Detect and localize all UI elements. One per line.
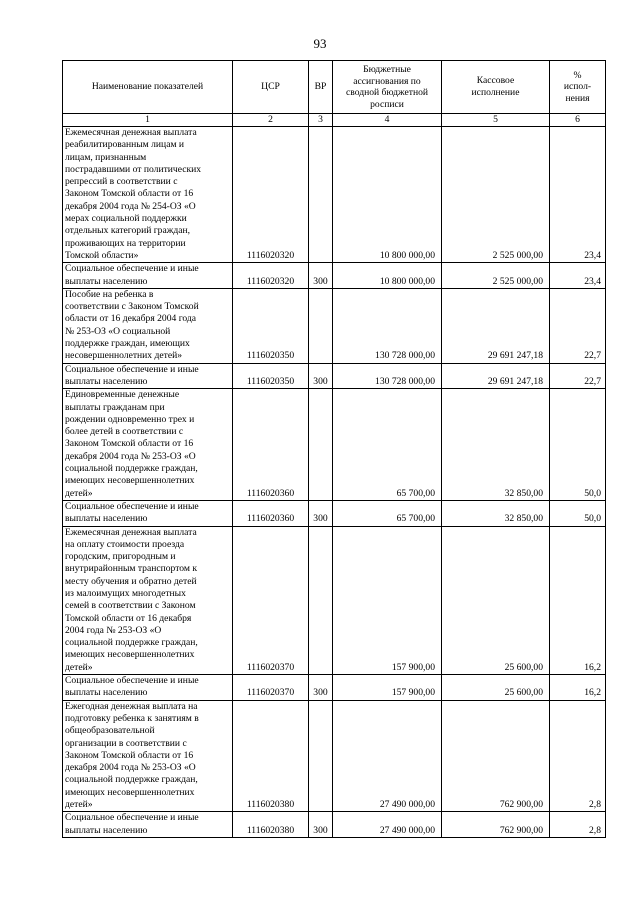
- csr-code: 1116020350: [233, 363, 309, 389]
- vr-code: [309, 389, 333, 501]
- csr-code: 1116020360: [233, 500, 309, 526]
- table-body: [63, 127, 606, 838]
- execution-amount: 2 525 000,00: [442, 127, 550, 263]
- execution-percent: 22,7: [550, 363, 606, 389]
- header-budget: Бюджетные ассигнования по сводной бюджетной росписи: [333, 61, 442, 114]
- csr-code: 1116020370: [233, 526, 309, 675]
- execution-amount: 29 691 247,18: [442, 288, 550, 363]
- csr-code: 1116020350: [233, 288, 309, 363]
- execution-amount: 762 900,00: [442, 700, 550, 812]
- column-number: 3: [309, 114, 333, 127]
- execution-percent: 23,4: [550, 263, 606, 289]
- csr-code: 1116020320: [233, 127, 309, 263]
- table-row: [63, 700, 606, 812]
- execution-percent: 23,4: [550, 127, 606, 263]
- column-number: 4: [333, 114, 442, 127]
- budget-amount: 65 700,00: [333, 500, 442, 526]
- table-row: [63, 526, 606, 675]
- indicator-name: Ежемесячная денежная выплата на оплату стоимости проезда городским, пригородным и внутрирайонным транспортом к месту обучения и обратно детей из малоимущих многодетных семей в соответствии с Законом Томской области от 16 декабря 2004 года № 253-ОЗ «О социальной поддержке граждан, имеющих несовершеннолетних детей»: [63, 526, 233, 675]
- vr-code: [309, 288, 333, 363]
- table-row: [63, 363, 606, 389]
- table-header-row: [63, 61, 606, 114]
- budget-amount: 27 490 000,00: [333, 700, 442, 812]
- header-name: Наименование показателей: [63, 61, 233, 114]
- indicator-name: Социальное обеспечение и иные выплаты населению: [63, 500, 233, 526]
- budget-amount: 27 490 000,00: [333, 812, 442, 838]
- vr-code: 300: [309, 812, 333, 838]
- column-number: 1: [63, 114, 233, 127]
- budget-execution-table: [62, 60, 606, 838]
- execution-amount: 762 900,00: [442, 812, 550, 838]
- vr-code: 300: [309, 263, 333, 289]
- execution-amount: 32 850,00: [442, 500, 550, 526]
- indicator-name: Пособие на ребенка в соответствии с Законом Томской области от 16 декабря 2004 года № 253-ОЗ «О социальной поддержке граждан, имеющих несовершеннолетних детей»: [63, 288, 233, 363]
- indicator-name: Единовременные денежные выплаты гражданам при рождении одновременно трех и более детей в соответствии с Законом Томской области от 16 декабря 2004 года № 253-ОЗ «О социальной поддержке граждан, имеющих несовершеннолетних детей»: [63, 389, 233, 501]
- indicator-name: Социальное обеспечение и иные выплаты населению: [63, 363, 233, 389]
- budget-amount: 130 728 000,00: [333, 288, 442, 363]
- page-number: 93: [313, 36, 327, 51]
- csr-code: 1116020380: [233, 812, 309, 838]
- csr-code: 1116020380: [233, 700, 309, 812]
- table-row: [63, 500, 606, 526]
- execution-percent: 50,0: [550, 389, 606, 501]
- execution-percent: 16,2: [550, 526, 606, 675]
- header-execution: Кассовое исполнение: [442, 61, 550, 114]
- indicator-name: Социальное обеспечение и иные выплаты населению: [63, 263, 233, 289]
- csr-code: 1116020320: [233, 263, 309, 289]
- execution-percent: 2,8: [550, 700, 606, 812]
- vr-code: 300: [309, 363, 333, 389]
- header-vr: ВР: [309, 61, 333, 114]
- table-row: [63, 288, 606, 363]
- execution-percent: 50,0: [550, 500, 606, 526]
- budget-amount: 65 700,00: [333, 389, 442, 501]
- budget-amount: 130 728 000,00: [333, 363, 442, 389]
- indicator-name: Ежемесячная денежная выплата реабилитированным лицам и лицам, признанным пострадавшими от политических репрессий в соответствии с Законом Томской области от 16 декабря 2004 года № 254-ОЗ «О мерах социальной поддержки отдельных категорий граждан, проживающих на территории Томской области»: [63, 127, 233, 263]
- csr-code: 1116020360: [233, 389, 309, 501]
- execution-percent: 16,2: [550, 675, 606, 701]
- header-csr: ЦСР: [233, 61, 309, 114]
- table-row: [63, 675, 606, 701]
- budget-amount: 10 800 000,00: [333, 127, 442, 263]
- budget-amount: 10 800 000,00: [333, 263, 442, 289]
- indicator-name: Ежегодная денежная выплата на подготовку ребенка к занятиям в общеобразовательной организации в соответствии с Законом Томской области от 16 декабря 2004 года № 253-ОЗ «О социальной поддержке граждан, имеющих несовершеннолетних детей»: [63, 700, 233, 812]
- budget-amount: 157 900,00: [333, 526, 442, 675]
- execution-amount: 25 600,00: [442, 675, 550, 701]
- vr-code: [309, 127, 333, 263]
- budget-amount: 157 900,00: [333, 675, 442, 701]
- execution-amount: 32 850,00: [442, 389, 550, 501]
- column-number: 2: [233, 114, 309, 127]
- table-row: [63, 389, 606, 501]
- execution-percent: 22,7: [550, 288, 606, 363]
- table-row: [63, 127, 606, 263]
- execution-amount: 25 600,00: [442, 526, 550, 675]
- vr-code: 300: [309, 500, 333, 526]
- header-percent: % испол- нения: [550, 61, 606, 114]
- execution-percent: 2,8: [550, 812, 606, 838]
- table-row: [63, 263, 606, 289]
- vr-code: 300: [309, 675, 333, 701]
- column-number-row: [63, 114, 606, 127]
- column-number: 6: [550, 114, 606, 127]
- column-number: 5: [442, 114, 550, 127]
- vr-code: [309, 700, 333, 812]
- execution-amount: 2 525 000,00: [442, 263, 550, 289]
- execution-amount: 29 691 247,18: [442, 363, 550, 389]
- vr-code: [309, 526, 333, 675]
- table-row: [63, 812, 606, 838]
- indicator-name: Социальное обеспечение и иные выплаты населению: [63, 675, 233, 701]
- indicator-name: Социальное обеспечение и иные выплаты населению: [63, 812, 233, 838]
- csr-code: 1116020370: [233, 675, 309, 701]
